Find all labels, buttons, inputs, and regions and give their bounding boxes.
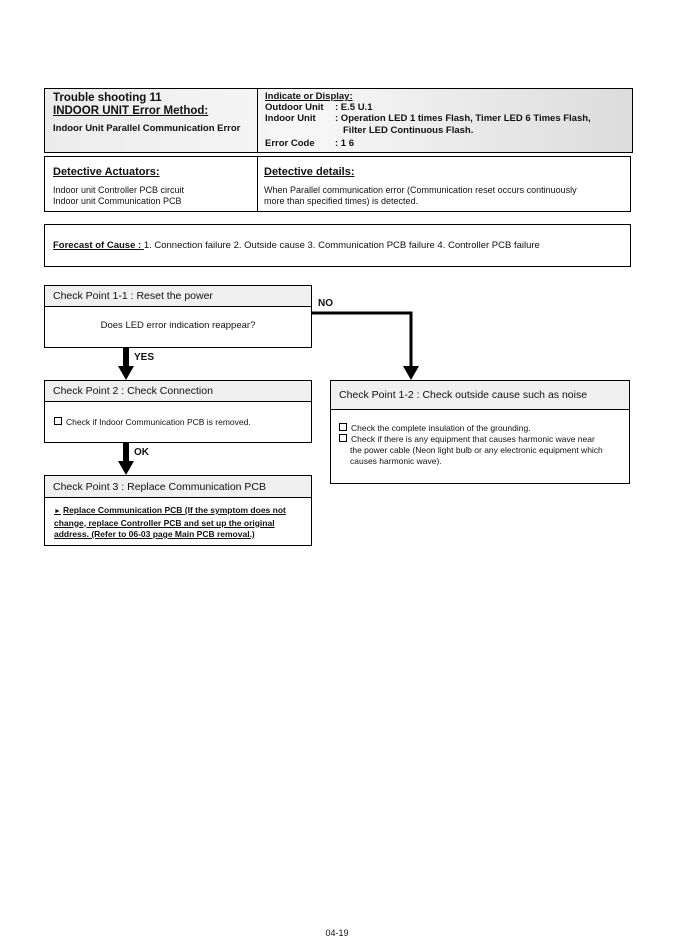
- check-point-3-title: Check Point 3 : Replace Communication PCB: [45, 476, 311, 498]
- check-item-cont: the power cable (Neon light bulb or any electronic equipment which: [350, 445, 603, 455]
- instruction-line: change, replace Controller PCB and set up the original: [54, 517, 275, 528]
- error-name: Indoor Unit Parallel Communication Error: [53, 123, 241, 134]
- check-point-2-item: [54, 417, 311, 428]
- indoor-unit-value: : Operation LED 1 times Flash, Timer LED 6 Times Flash,: [335, 113, 591, 124]
- check-point-2: [44, 380, 312, 443]
- error-method-heading: INDOOR UNIT Error Method:: [53, 105, 209, 117]
- check-item-text: Check if there is any equipment that causes harmonic wave near: [351, 434, 595, 444]
- checkbox-icon: [339, 423, 347, 431]
- yes-arrow: [118, 348, 134, 380]
- troubleshooting-title: Trouble shooting 11: [53, 92, 162, 104]
- no-arrow: [312, 313, 419, 380]
- forecast-label: Forecast of Cause :: [53, 240, 144, 251]
- check-item: [339, 434, 623, 445]
- details-line: When Parallel communication error (Communication reset occurs continuously: [264, 185, 577, 195]
- no-label: NO: [318, 298, 333, 309]
- indoor-unit-value-cont: Filter LED Continuous Flash.: [343, 125, 474, 136]
- instruction-line: address. (Refer to 06-03 page Main PCB removal.): [54, 529, 255, 539]
- yes-label: YES: [134, 352, 155, 363]
- check-point-3: [44, 475, 312, 546]
- checkbox-icon: [54, 417, 62, 425]
- actuator-item: Indoor unit Controller PCB circuit: [53, 185, 185, 195]
- check-point-1-2-title: Check Point 1-2 : Check outside cause such as noise: [331, 381, 629, 410]
- error-code-label: Error Code: [265, 138, 315, 149]
- details-heading: Detective details:: [264, 166, 355, 178]
- check-point-1-1-title: Check Point 1-1 : Reset the power: [45, 286, 311, 307]
- triangle-bullet-icon: ►: [54, 508, 61, 515]
- outdoor-unit-value: : E.5 U.1: [335, 102, 373, 113]
- actuators-heading: Detective Actuators:: [53, 166, 160, 178]
- check-point-1-2: [330, 380, 630, 484]
- check-item-text: Check the complete insulation of the grounding.: [351, 423, 531, 433]
- outdoor-unit-label: Outdoor Unit: [265, 102, 324, 113]
- check-point-3-instructions: [54, 505, 305, 541]
- check-point-1-2-items: [339, 423, 623, 467]
- indicate-heading: Indicate or Display:: [265, 91, 353, 102]
- check-point-1-1-question: Does LED error indication reappear?: [100, 320, 256, 331]
- check-point-1-1: [44, 285, 312, 348]
- error-code-value: : 1 6: [335, 138, 355, 149]
- ok-label: OK: [134, 447, 149, 458]
- check-item-text: Check if Indoor Communication PCB is removed.: [66, 417, 251, 427]
- page-number: 04-19: [325, 928, 349, 938]
- details-line: more than specified times) is detected.: [264, 196, 419, 206]
- ok-arrow: [118, 443, 134, 475]
- forecast-causes: 1. Connection failure 2. Outside cause 3. Communication PCB failure 4. Controller PCB failure: [143, 240, 540, 251]
- check-point-2-title: Check Point 2 : Check Connection: [45, 381, 311, 402]
- check-item: [339, 423, 623, 434]
- check-item-cont: causes harmonic wave).: [350, 456, 442, 466]
- checkbox-icon: [339, 434, 347, 442]
- instruction-line: Replace Communication PCB (If the symptom does not: [62, 505, 286, 515]
- indoor-unit-label: Indoor Unit: [265, 113, 316, 124]
- actuator-item: Indoor unit Communication PCB: [53, 196, 182, 206]
